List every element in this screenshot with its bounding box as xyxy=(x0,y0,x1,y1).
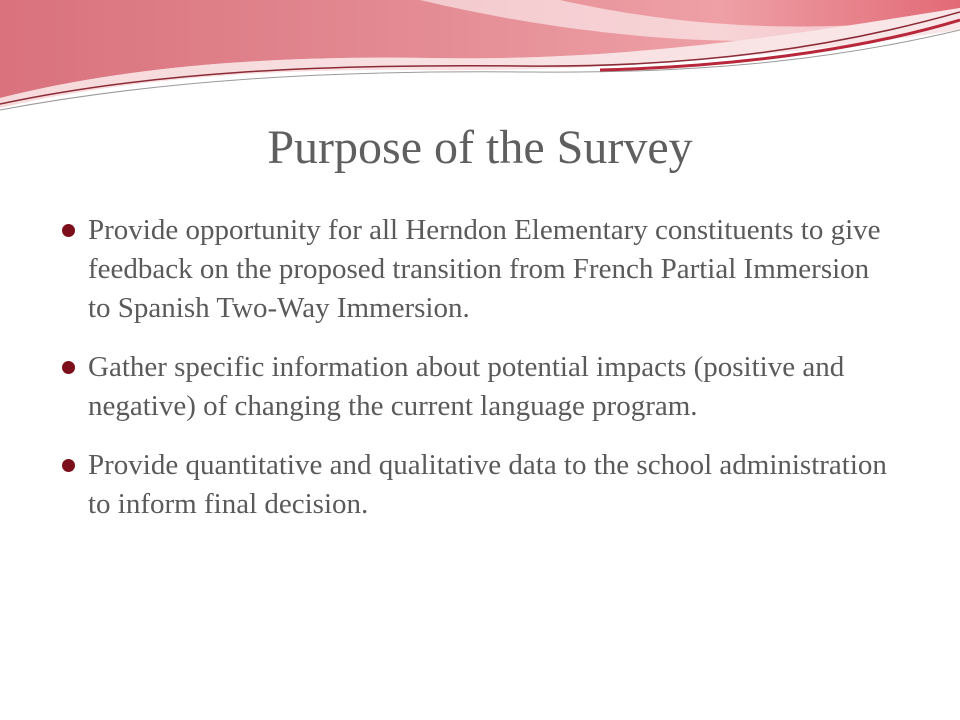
list-item xyxy=(62,446,892,524)
slide-title: Purpose of the Survey xyxy=(267,121,693,174)
decorative-wave-banner xyxy=(0,0,960,130)
list-item xyxy=(62,211,892,328)
bullet-list xyxy=(62,211,892,544)
bullet-text: Gather specific information about potential impacts (positive and negative) of changing the current language program. xyxy=(88,351,845,422)
list-item xyxy=(62,348,892,426)
bullet-dot-icon xyxy=(62,459,75,472)
bullet-text: Provide quantitative and qualitative data to the school administration to inform final decision. xyxy=(88,449,887,520)
bullet-text: Provide opportunity for all Herndon Elementary constituents to give feedback on the proposed transition from French Partial Immersion to Spanish Two-Way Immersion. xyxy=(88,214,881,324)
bullet-dot-icon xyxy=(62,224,75,237)
wave-shape-main xyxy=(0,0,960,98)
bullet-dot-icon xyxy=(62,361,75,374)
